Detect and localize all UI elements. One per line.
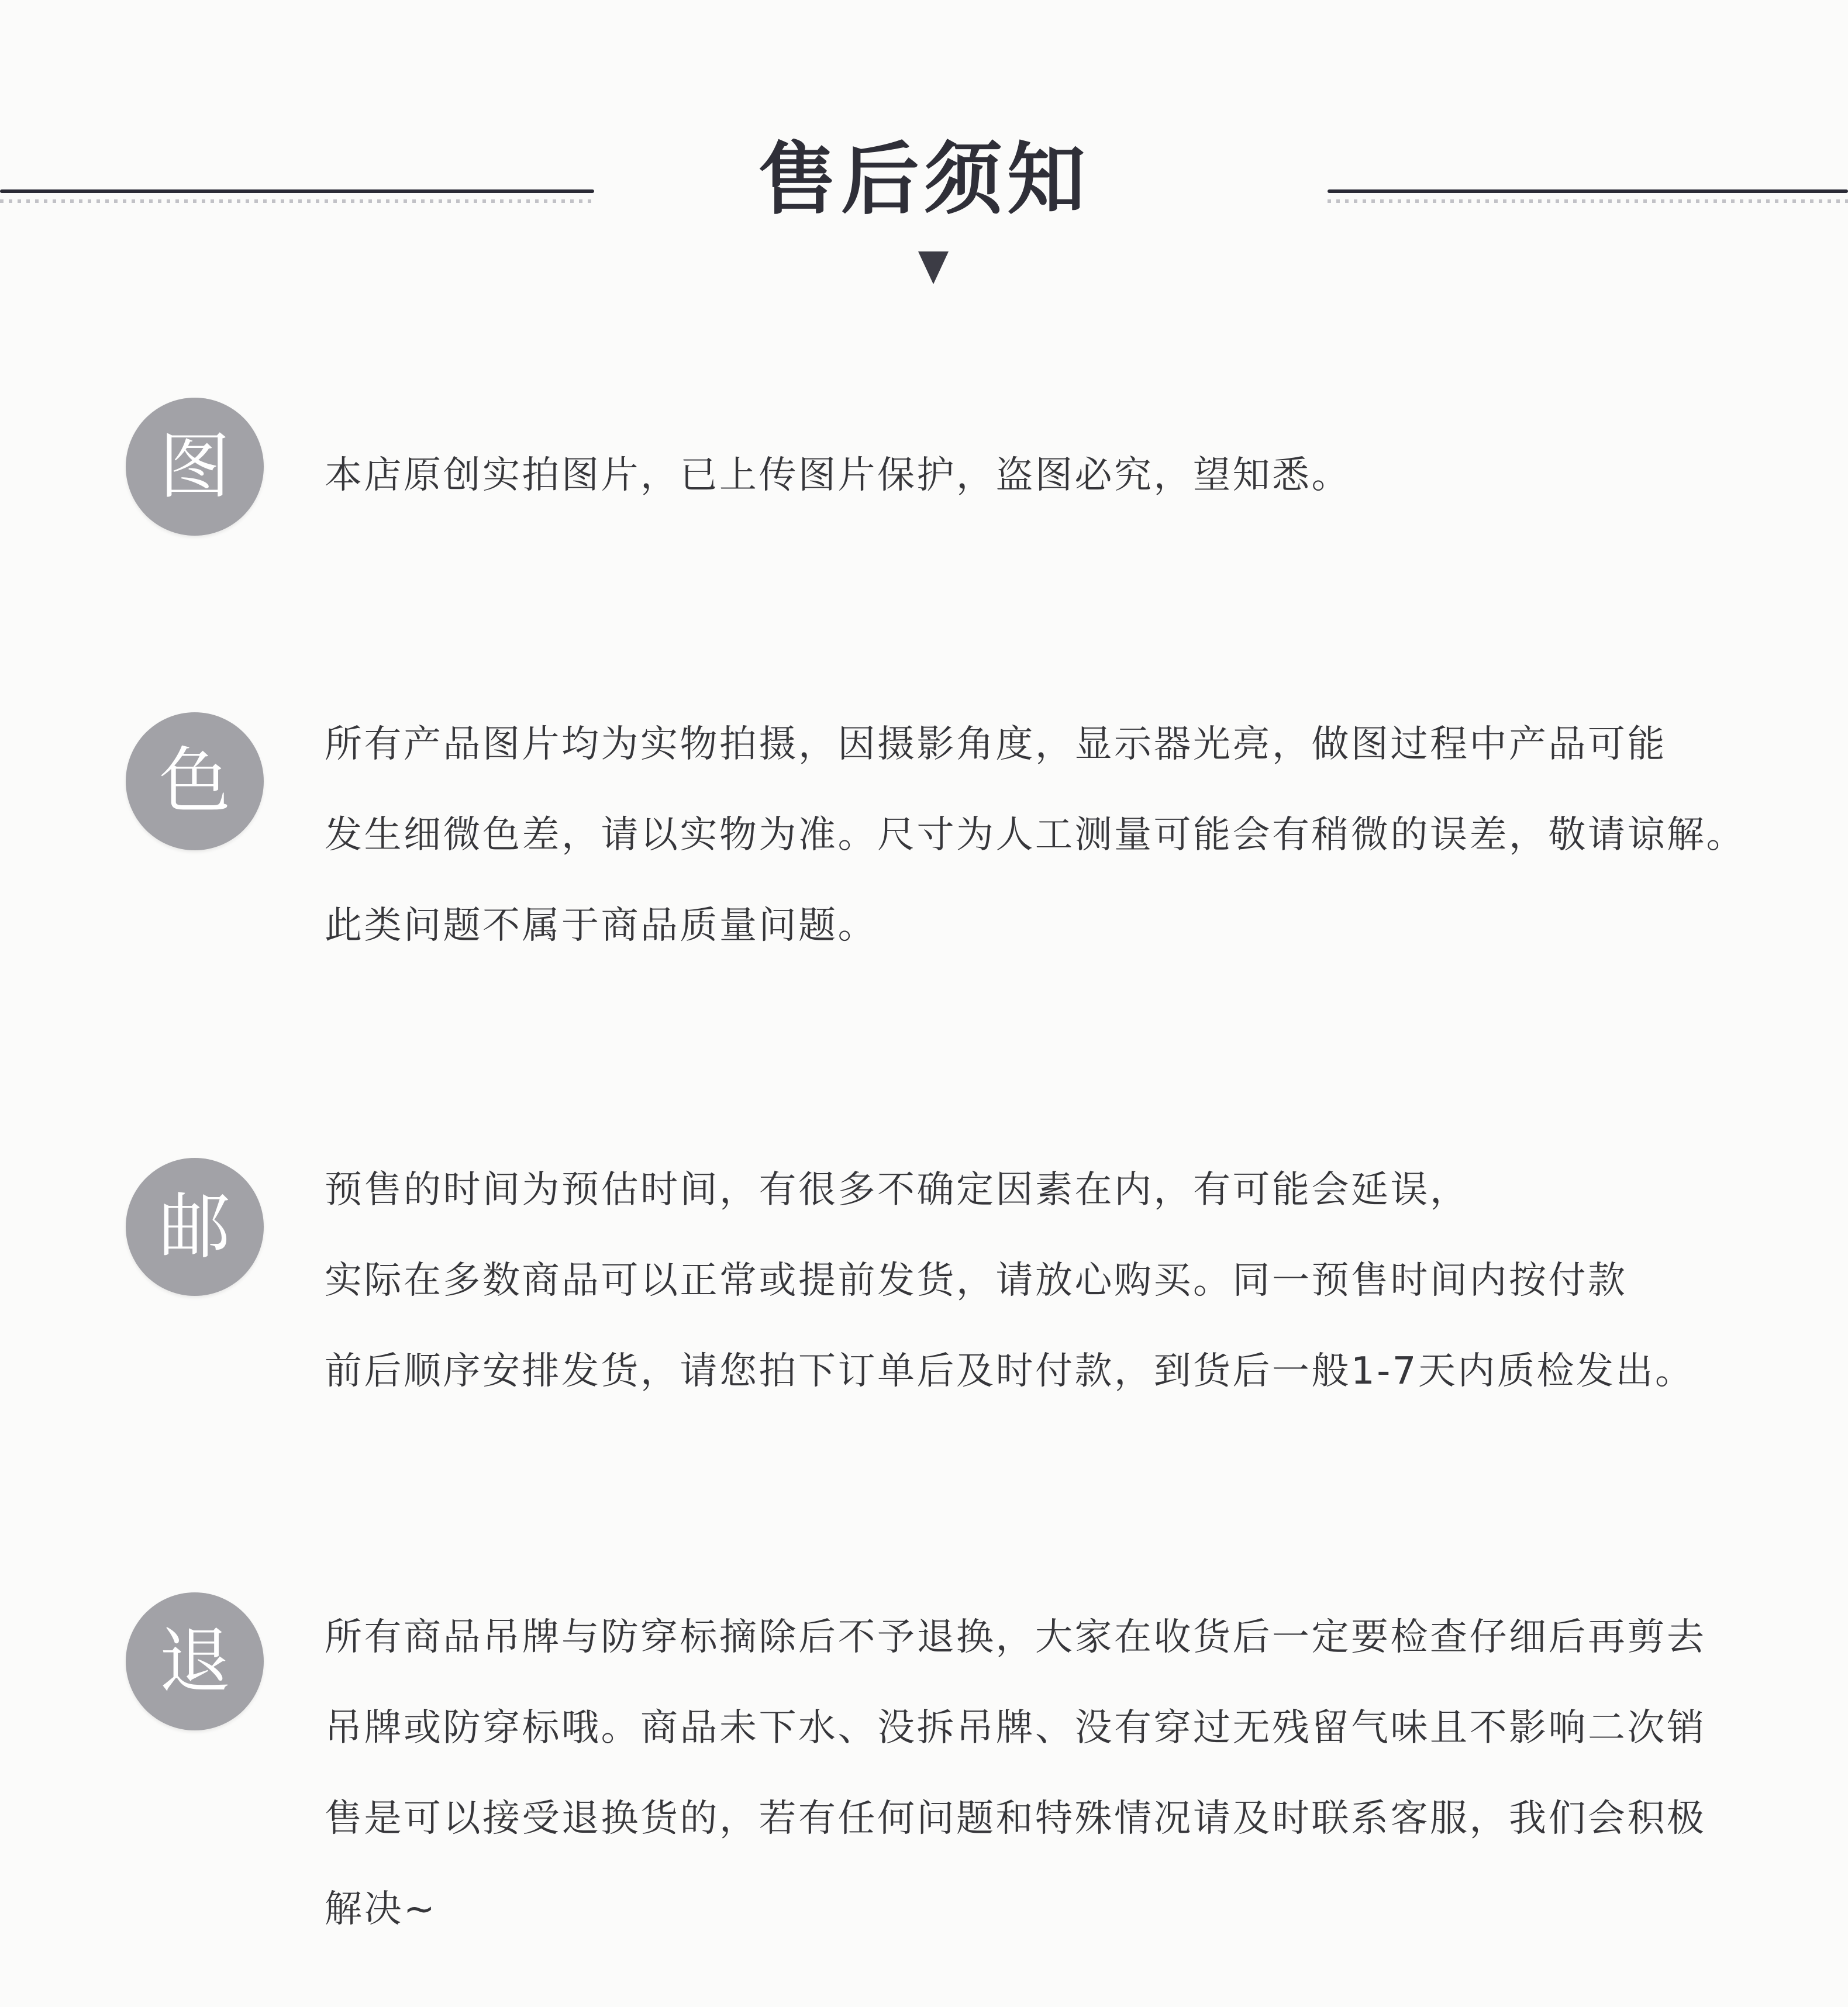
notice-line: 所有产品图片均为实物拍摄，因摄影角度，显示器光亮，做图过程中产品可能 [325, 723, 1667, 766]
notice-line: 解决~ [325, 1888, 437, 1931]
divider-solid-line [1328, 189, 1848, 193]
notice-line: 此类问题不属于商品质量问题。 [325, 904, 877, 947]
return-notice-text [325, 1592, 1787, 1955]
notice-line: 所有商品吊牌与防穿标摘除后不予退换，大家在收货后一定要检查仔细后再剪去 [325, 1616, 1706, 1659]
title-divider-right [1328, 189, 1848, 203]
shipping-badge-icon: 邮 [126, 1158, 264, 1296]
page-title: 售后须知 [757, 134, 1090, 225]
notice-line: 发生细微色差，请以实物为准。尺寸为人工测量可能会有稍微的误差，敬请谅解。 [325, 813, 1746, 857]
notice-line: 本店原创实拍图片，已上传图片保护，盗图必究，望知悉。 [325, 454, 1351, 497]
shipping-notice-text [325, 1145, 1787, 1417]
divider-dotted-line [1328, 199, 1848, 203]
color-notice-text [325, 699, 1787, 971]
notice-line: 吊牌或防穿标哦。商品未下水、没拆吊牌、没有穿过无残留气味且不影响二次销 [325, 1706, 1706, 1750]
down-triangle-icon [918, 251, 949, 284]
picture-notice-text [325, 430, 1787, 521]
notice-line: 实际在多数商品可以正常或提前发货，请放心购买。同一预售时间内按付款 [325, 1259, 1628, 1302]
color-badge-icon: 色 [126, 712, 264, 850]
return-badge-icon: 退 [126, 1592, 264, 1730]
notice-line: 售是可以接受退换货的，若有任何问题和特殊情况请及时联系客服，我们会积极 [325, 1797, 1706, 1840]
notice-line: 预售的时间为预估时间，有很多不确定因素在内，有可能会延误， [325, 1168, 1470, 1212]
notice-line: 前后顺序安排发货，请您拍下订单后及时付款，到货后一般1-7天内质检发出。 [325, 1350, 1695, 1393]
picture-badge-icon: 图 [126, 398, 264, 536]
